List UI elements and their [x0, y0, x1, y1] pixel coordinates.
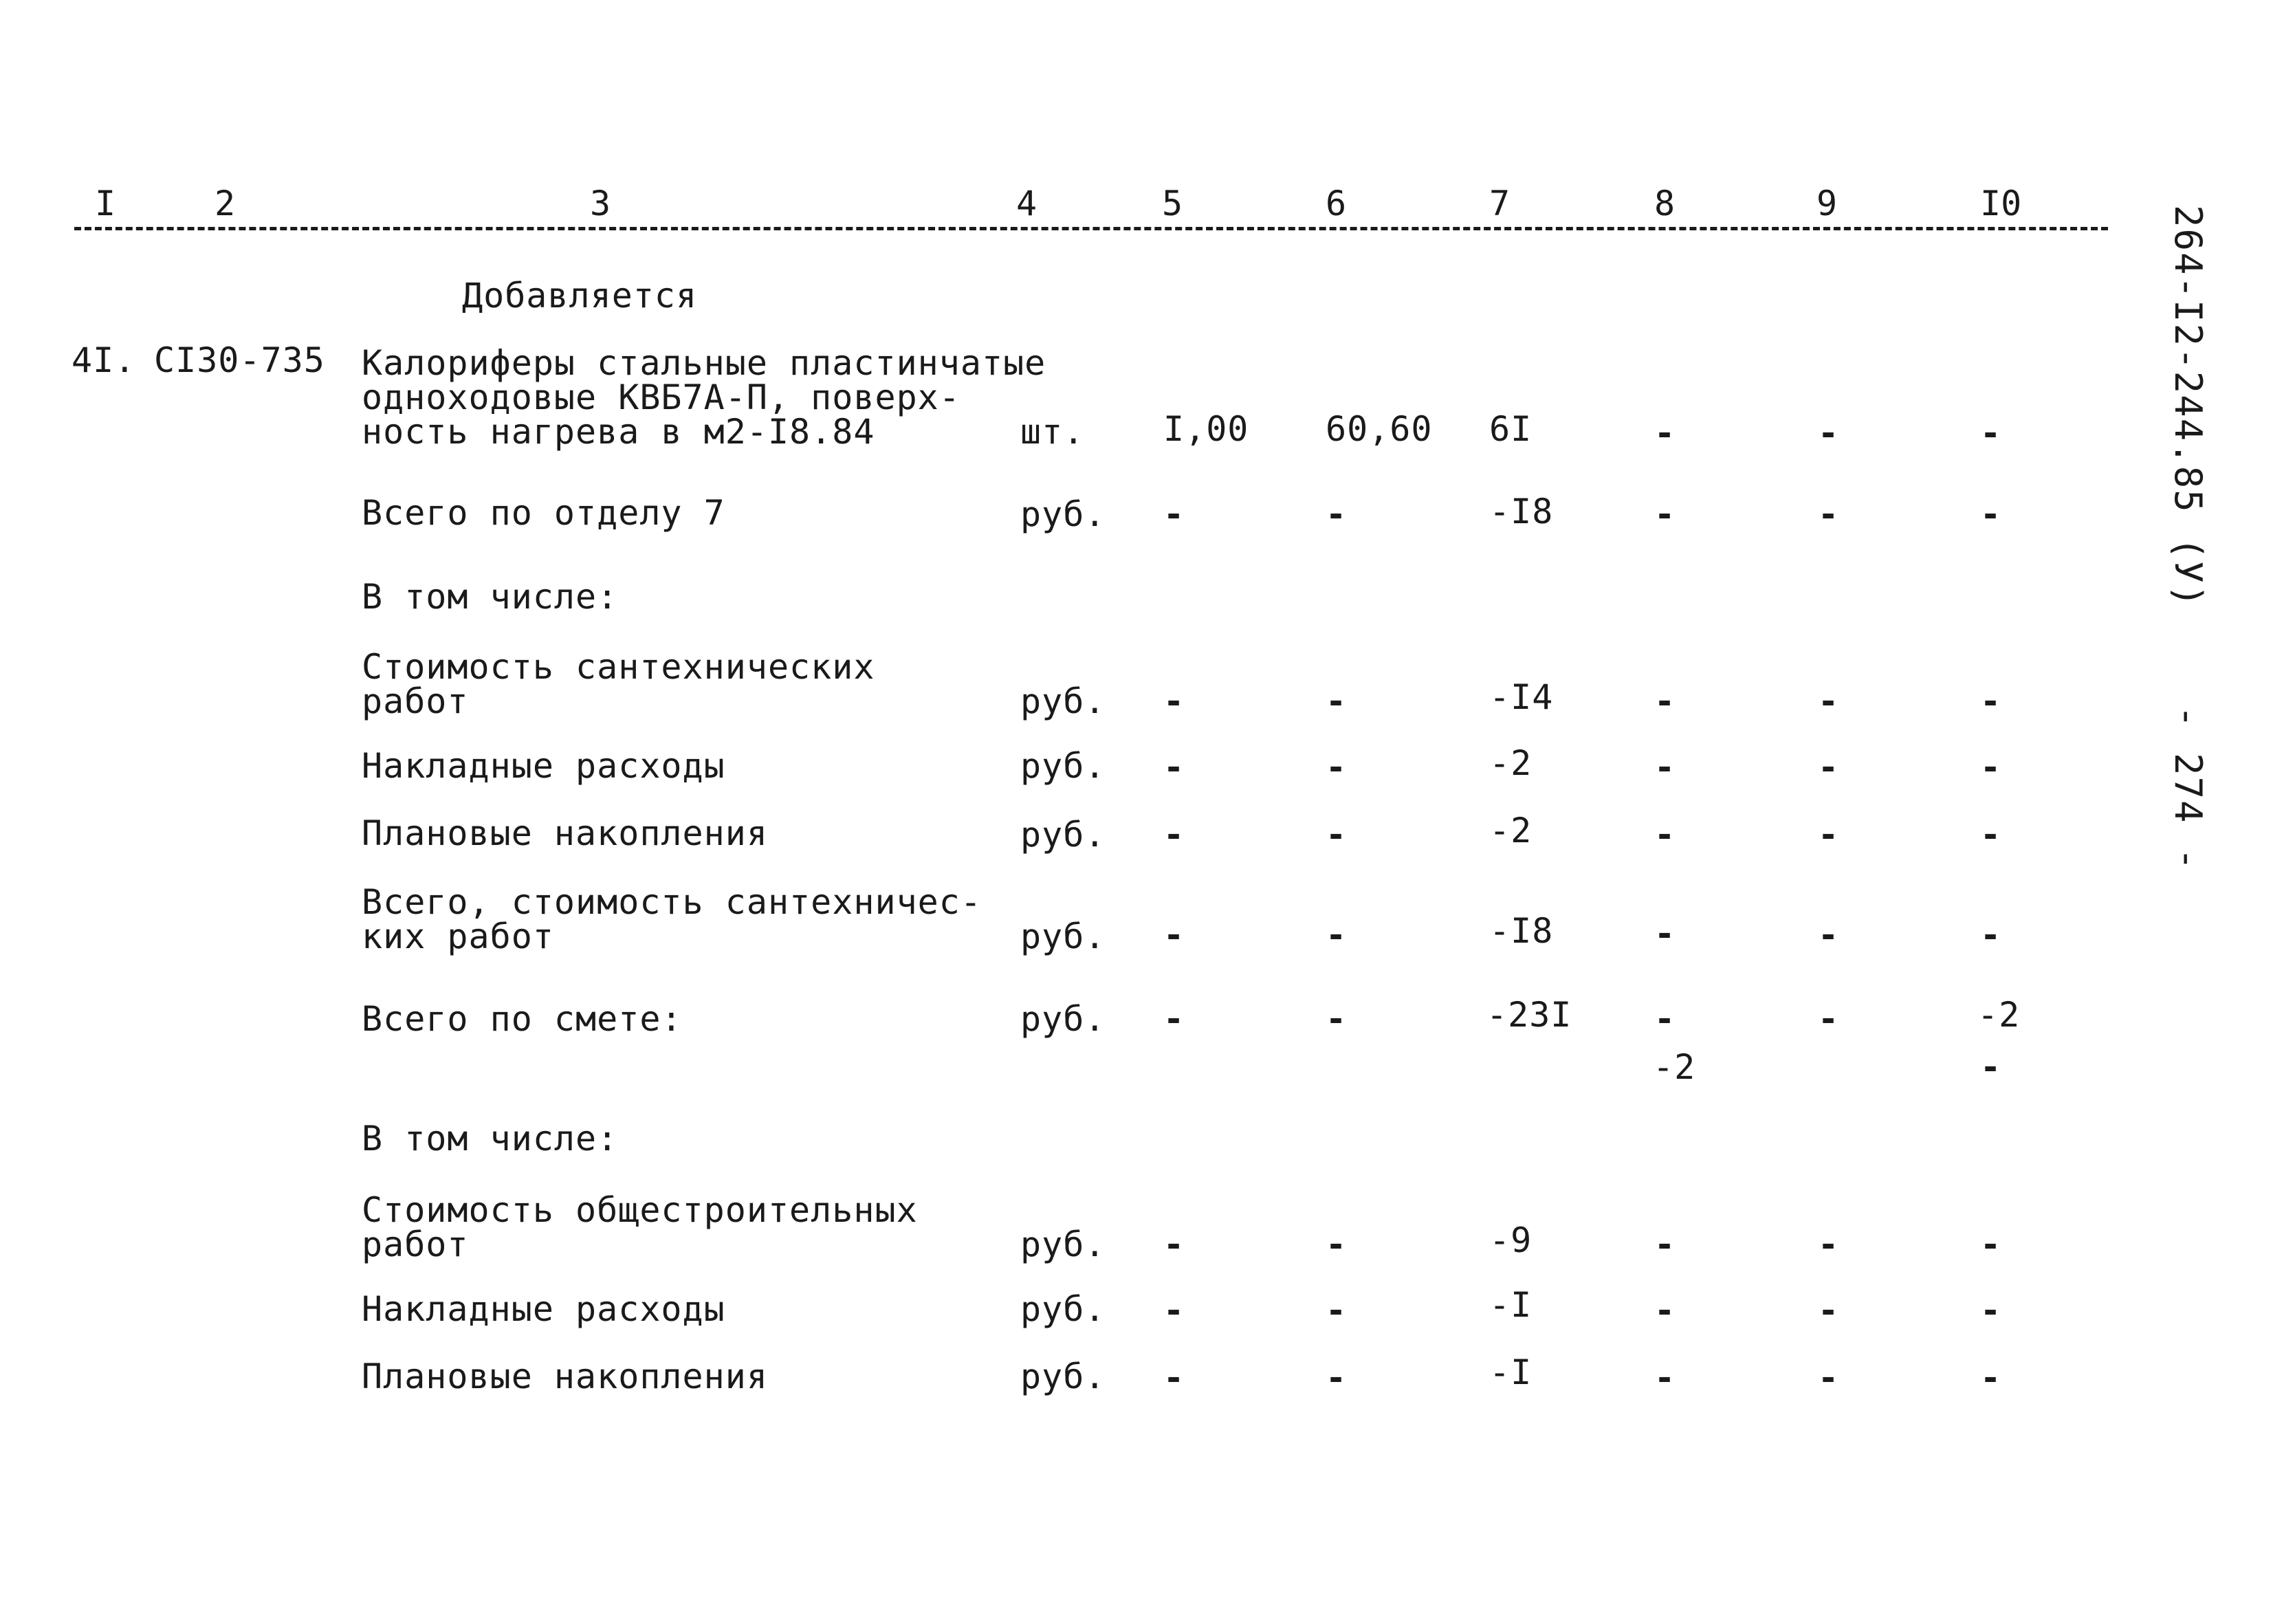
item-col8: -	[1654, 413, 1676, 453]
row-col10: -	[1980, 1291, 2001, 1330]
row-col7: -I	[1489, 1285, 1533, 1325]
column-header-6: 6	[1326, 184, 1347, 223]
row-label: Плановые накопления	[362, 813, 768, 853]
column-header-2: 2	[215, 184, 236, 223]
row-col6: -	[1326, 681, 1347, 721]
item-unit: шт.	[1020, 412, 1085, 452]
row-col7: -I	[1489, 1352, 1533, 1392]
item-total: 6I	[1489, 409, 1533, 449]
item-col10: -	[1980, 413, 2001, 453]
row-label-line-2: работ	[362, 1225, 469, 1264]
row-unit: руб.	[1020, 494, 1106, 534]
item-description-line-1: Калориферы стальные пластинчатые	[362, 343, 1046, 383]
row-col7: -9	[1489, 1220, 1533, 1260]
column-header-9: 9	[1816, 184, 1838, 223]
row-unit: руб.	[1020, 917, 1106, 956]
row-col10: -	[1980, 1358, 2001, 1398]
row-label: В том числе:	[362, 577, 619, 617]
row-col5: -	[1163, 1225, 1185, 1264]
row-col8: -	[1654, 494, 1676, 534]
item-description-line-3: ность нагрева в м2-I8.84	[362, 412, 875, 452]
item-col9: -	[1818, 413, 1839, 453]
item-quantity: I,00	[1163, 409, 1249, 449]
row-col5: -	[1163, 747, 1185, 787]
row-label-line-1: Стоимость сантехнических	[362, 647, 875, 687]
row-col7: -2	[1489, 811, 1533, 851]
row-col8: -	[1654, 815, 1676, 855]
row-col7: -I8	[1489, 911, 1554, 951]
column-header-5: 5	[1162, 184, 1183, 223]
row-col10: -	[1980, 1225, 2001, 1264]
row-unit: руб.	[1020, 999, 1106, 1039]
row-col5: -	[1163, 915, 1185, 955]
row-label: Всего по смете:	[362, 999, 683, 1039]
row-col8: -	[1654, 747, 1676, 787]
item-code: CI30-735	[154, 340, 325, 380]
row-col8: -	[1654, 681, 1676, 721]
row-col5: -	[1163, 681, 1185, 721]
row-col5: -	[1163, 1291, 1185, 1330]
row-col8-bottom: -2	[1653, 1047, 1696, 1087]
row-label-line-1: Всего, стоимость сантехничес-	[362, 882, 982, 922]
row-col6: -	[1326, 999, 1347, 1039]
row-label: Плановые накопления	[362, 1357, 768, 1396]
row-col10-top: -2	[1977, 995, 2021, 1035]
row-col10: -	[1980, 494, 2001, 534]
row-label: Накладные расходы	[362, 746, 725, 786]
row-col7: -23I	[1486, 995, 1572, 1035]
row-col6: -	[1326, 1358, 1347, 1398]
row-unit: руб.	[1020, 746, 1106, 786]
row-label-line-2: работ	[362, 681, 469, 721]
row-col9: -	[1818, 1358, 1839, 1398]
row-unit: руб.	[1020, 1357, 1106, 1396]
row-col6: -	[1326, 1291, 1347, 1330]
row-col10: -	[1980, 747, 2001, 787]
row-label-line-1: Стоимость общестроительных	[362, 1190, 918, 1230]
row-label: Накладные расходы	[362, 1289, 725, 1329]
row-col5: -	[1163, 815, 1185, 855]
page-number: - 274 -	[2166, 705, 2210, 872]
column-header-1: I	[95, 184, 116, 223]
row-col8: -	[1654, 914, 1676, 954]
row-col7: -2	[1489, 743, 1533, 783]
item-number: 4I.	[72, 340, 136, 380]
column-header-7: 7	[1489, 184, 1511, 223]
column-header-8: 8	[1654, 184, 1676, 223]
row-col6: -	[1326, 747, 1347, 787]
document-code: 264-I2-244.85 (У)	[2166, 205, 2210, 608]
row-col6: -	[1326, 815, 1347, 855]
row-unit: руб.	[1020, 681, 1106, 721]
row-col9: -	[1818, 681, 1839, 721]
row-col6: -	[1326, 1225, 1347, 1264]
row-col7: -I4	[1489, 677, 1554, 717]
row-col8: -	[1654, 1291, 1676, 1330]
row-col5: -	[1163, 999, 1185, 1039]
row-col5: -	[1163, 1358, 1185, 1398]
row-col10-bottom: -	[1980, 1047, 2001, 1087]
row-label: В том числе:	[362, 1119, 619, 1159]
row-col10: -	[1980, 815, 2001, 855]
column-header-10: I0	[1980, 184, 2022, 223]
item-description-line-2: одноходовые КВБ7А-П, поверх-	[362, 377, 960, 417]
row-col8: -	[1654, 1358, 1676, 1398]
row-unit: руб.	[1020, 1289, 1106, 1329]
row-col7: -I8	[1489, 492, 1554, 531]
row-unit: руб.	[1020, 815, 1106, 855]
row-col9: -	[1818, 494, 1839, 534]
row-col9: -	[1818, 1225, 1839, 1264]
column-header-3: 3	[590, 184, 611, 223]
row-col9: -	[1818, 815, 1839, 855]
row-col10: -	[1980, 915, 2001, 955]
item-price: 60,60	[1326, 409, 1433, 449]
row-col9: -	[1818, 915, 1839, 955]
row-col6: -	[1326, 494, 1347, 534]
row-label-line-2: ких работ	[362, 917, 554, 956]
row-col9: -	[1818, 747, 1839, 787]
row-unit: руб.	[1020, 1225, 1106, 1264]
row-col6: -	[1326, 915, 1347, 955]
row-col5: -	[1163, 494, 1185, 534]
row-col10: -	[1980, 681, 2001, 721]
row-col9: -	[1818, 999, 1839, 1039]
row-col8-top: -	[1654, 999, 1676, 1039]
row-col8: -	[1654, 1225, 1676, 1264]
header-rule	[74, 227, 2108, 230]
section-label: Добавляется	[462, 276, 698, 316]
row-label: Всего по отделу 7	[362, 493, 725, 533]
column-header-4: 4	[1016, 184, 1037, 223]
row-col9: -	[1818, 1291, 1839, 1330]
